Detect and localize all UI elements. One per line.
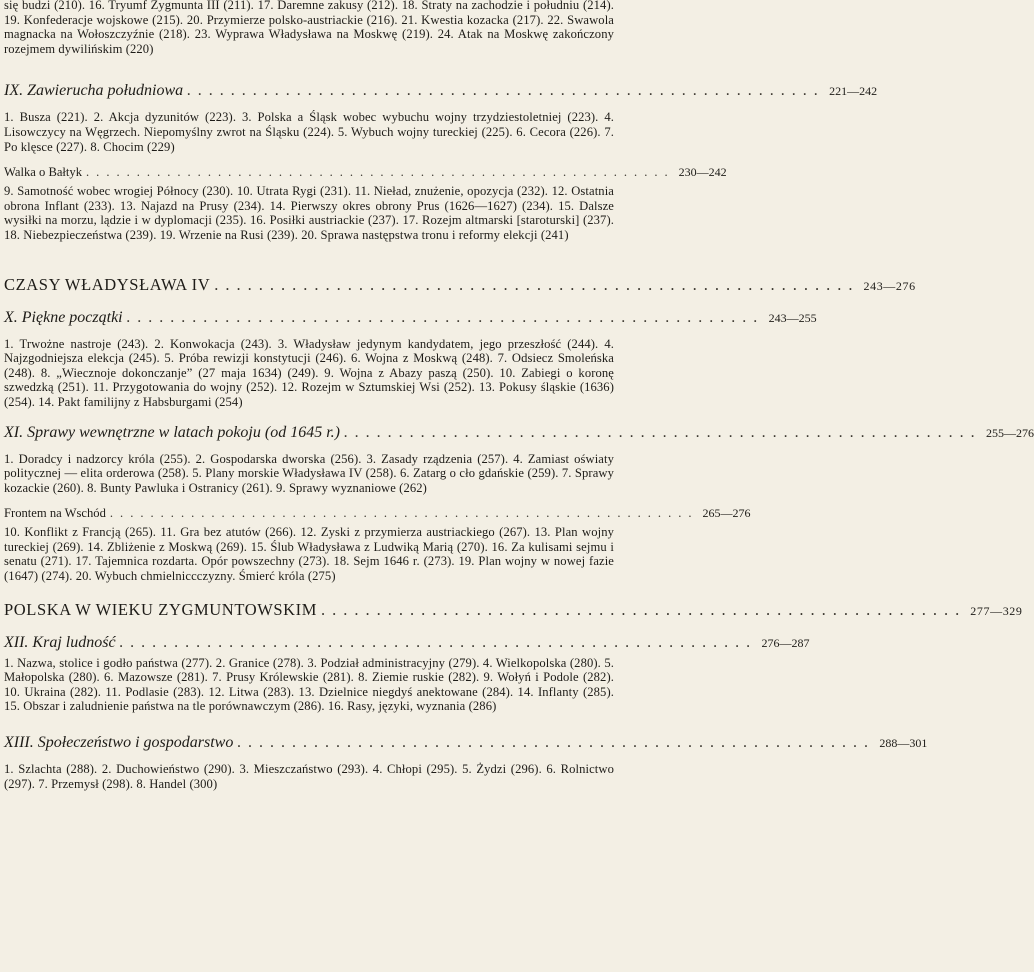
chapter-title: XIII. Społeczeństwo i gospodarstwo (4, 734, 234, 752)
dot-leader: .......................................................... (237, 734, 876, 752)
chapter-heading (4, 734, 928, 752)
dot-leader: .......................................................... (119, 633, 758, 651)
chapter-title: XII. Kraj ludność (4, 633, 116, 651)
dot-leader: .......................................................... (86, 165, 675, 180)
toc-paragraph: 1. Nazwa, stolice i godło państwa (277). 2. Granice (278). 3. Podział administracyjny (279). 4. Wielkopolska (280). 5. Małopolska (280). 6. Mazowsze (281). 7. Prusy Królewskie (281). 8. Ziemie ruskie (282). 9. Wołyń i Podole (282). 10. Ukraina (282). 11. Podlasie (283). 12. Litwa (283). 13. Dzielnice niegdyś anektowane (284). 14. Inflanty (285). 15. Obszar i zaludnienie państwa na tle porównawczym (286). 16. Rasy, języki, wyznania (286) (4, 655, 614, 714)
part-title: POLSKA W WIEKU ZYGMUNTOWSKIM (4, 599, 318, 619)
page-range: 276—287 (761, 635, 810, 650)
toc-paragraph: 9. Samotność wobec wrogiej Północy (230). 10. Utrata Rygi (231). 11. Nieład, znużenie, opozycja (232). 12. Ostatnia obrona Inflant (233). 13. Najazd na Prusy (234). 14. Pierwszy okres obrony Prus (1626—1627) (234). 15. Dalsze wysiłki na morzu, lądzie i w dyplomacji (235). 16. Posiłki austriackie (237). 17. Rozejm altmarski [staroturski] (237). 18. Niebezpieczeństwa (239). 19. Wrzenie na Rusi (239). 20. Sprawa następstwa tronu i reformy elekcji (241) (4, 184, 614, 242)
subsection-title: Frontem na Wschód (4, 506, 106, 521)
chapter-heading (4, 423, 1034, 442)
part-title: CZASY WŁADYSŁAWA IV (4, 274, 211, 294)
page-range: 243—276 (863, 278, 916, 293)
part-heading (4, 274, 916, 295)
chapter-heading (4, 633, 810, 652)
dot-leader: .......................................................... (321, 599, 967, 619)
dot-leader: .......................................................... (343, 423, 982, 441)
page-range: 255—276 (985, 425, 1034, 440)
chapter-title: IX. Zawierucha południowa (4, 82, 184, 100)
dot-leader: .......................................................... (126, 308, 765, 326)
toc-paragraph: 1. Busza (221). 2. Akcja dyzunitów (223). 3. Polska a Śląsk wobec wybuchu wojny trzydziestoletniej (223). 4. Lisowczycy na Węgrzech. Niepomyślny zwrot na Śląsku (224). 5. Wybuch wojny tureckiej (225). 6. Cecora (226). 7. Po klęsce (227). 8. Chocim (229) (4, 110, 614, 154)
chapter-heading (4, 308, 817, 327)
page-range: 221—242 (829, 84, 878, 99)
subsection-heading (4, 506, 751, 521)
chapter-title: XI. Sprawy wewnętrzne w latach pokoju (od 1645 r.) (4, 423, 340, 441)
page-range: 265—276 (702, 506, 751, 521)
chapter-title: X. Piękne początki (4, 308, 123, 326)
subsection-title: Walka o Bałtyk (4, 165, 83, 180)
dot-leader: .......................................................... (214, 274, 860, 294)
page-range: 243—255 (768, 310, 817, 325)
toc-paragraph: 1. Szlachta (288). 2. Duchowieństwo (290). 3. Mieszczaństwo (293). 4. Chłopi (295). 5. Żydzi (296). 6. Rolnictwo (297). 7. Przemysł (298). 8. Handel (300) (4, 762, 614, 791)
page-range: 288—301 (879, 736, 928, 751)
page-range: 277—329 (970, 603, 1023, 618)
page-range: 230—242 (678, 165, 727, 180)
toc-paragraph: 10. Konflikt z Francją (265). 11. Gra bez atutów (266). 12. Zyski z przymierza austriackiego (267). 13. Plan wojny tureckiej (269). 14. Zbliżenie z Moskwą (269). 15. Ślub Władysława z Ludwiką Marią (270). 16. Za kulisami sejmu i senatu (271). 17. Tajemnica rozdarta. Opór powszechny (273). 18. Sejm 1646 r. (273). 19. Plan wojny w nowej fazie (1647) (274). 20. Wybuch chmielniccczyzny. Śmierć króla (275) (4, 525, 614, 584)
dot-leader: .......................................................... (187, 82, 826, 100)
toc-paragraph: 1. Doradcy i nadzorcy króla (255). 2. Gospodarska dworska (256). 3. Zasady rządzenia (257). 4. Zamiast oświaty politycznej — elita orderowa (258). 5. Plany morskie Władysława IV (258). 6. Zatarg o cło gdańskie (259). 7. Sprawy kozackie (260). 8. Bunty Pawluka i Ostranicy (261). 9. Sprawy wyznaniowe (262) (4, 451, 614, 495)
chapter-heading (4, 82, 878, 100)
dot-leader: .......................................................... (109, 506, 699, 521)
toc-paragraph: 1. Trwożne nastroje (243). 2. Konwokacja (243). 3. Władysław jedynym kandydatem, jego przeszłość (244). 4. Najzgodniejsza elekcja (245). 5. Próba rewizji konstytucji (246). 6. Wojna z Moskwą (248). 7. Odsiecz Smoleńska (248). 8. „Wiecznoje dokonczanje” (27 maja 1634) (249). 9. Wojna z Abazy paszą (250). 10. Zabiegi o koronę szwedzką (251). 11. Przygotowania do wojny (252). 12. Rozejm w Sztumskiej Wsi (252). 13. Pokusy śląskie (1636) (254). 14. Pakt familijny z Habsburgami (254) (4, 336, 614, 409)
part-heading (4, 599, 1023, 620)
toc-paragraph: się budzi (210). 16. Tryumf Zygmunta III (211). 17. Daremne zakusy (212). 18. Straty na zachodzie i południu (214). 19. Konfederacje wojskowe (215). 20. Przymierze polsko-austriackie (216). 21. Kwestia kozacka (217). 22. Swawola magnacka na Wołoszczyźnie (218). 23. Wyprawa Władysława na Moskwę (219). 24. Atak na Moskwę zakończony rozejmem dywilińskim (220) (4, 0, 614, 56)
subsection-heading (4, 165, 727, 180)
